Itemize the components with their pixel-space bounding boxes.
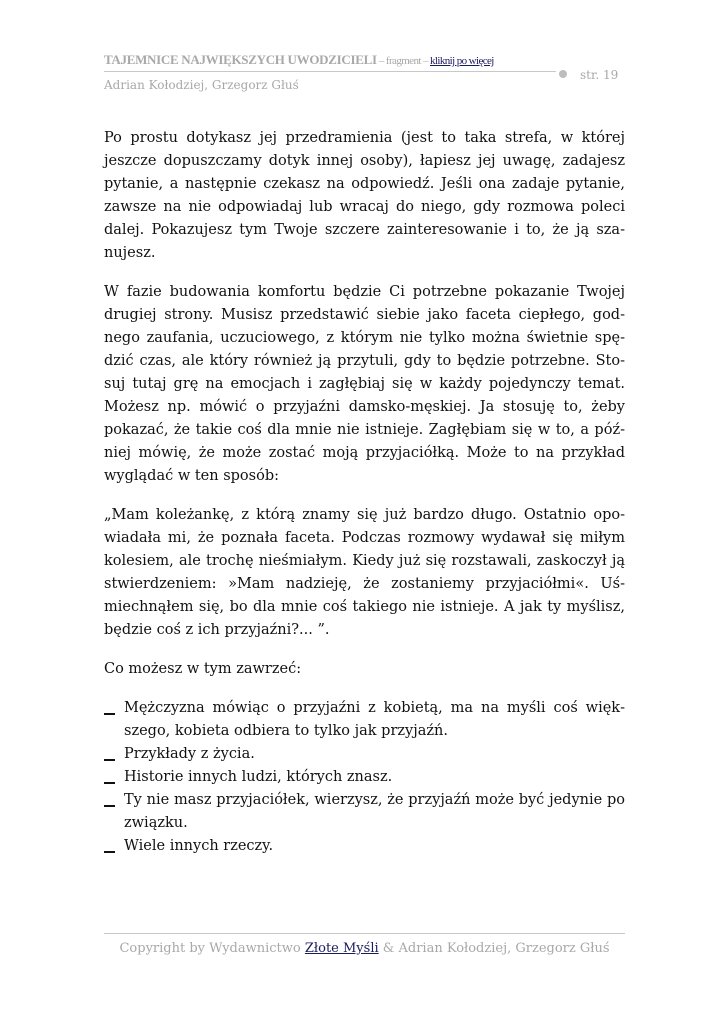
list-item-text: Ty nie masz przyjaciółek, wierzysz, że przyjaźń może być jedynie po związku. bbox=[124, 792, 625, 831]
list-item bbox=[104, 835, 625, 858]
paragraph: „Mam koleżankę, z którą znamy się już bardzo długo. Ostatnio opowiadała mi, że poznała faceta. Podczas rozmowy wydawał się miłym kolesiem, ale trochę nieśmiałym. Kiedy już się rozstawali, zaskoczył ją stwierdzeniem: »Mam nadzieję, że zostaniemy przyjaciółmi«. Uśmiechnąłem się, bo dla mnie coś takiego nie istnieje. A jak ty myślisz, będzie coś z ich przyjaźni?... ”. bbox=[104, 507, 625, 638]
copyright-prefix: Copyright by Wydawnictwo bbox=[119, 941, 305, 956]
book-title: TAJEMNICE NAJWIĘKSZYCH UWODZICIELI bbox=[104, 52, 377, 67]
header-separator-2: – bbox=[420, 55, 431, 67]
list-item-text: Historie innych ludzi, których znasz. bbox=[124, 769, 393, 785]
list-item bbox=[104, 766, 625, 789]
list-item bbox=[104, 697, 625, 743]
list-item-text: Przykłady z życia. bbox=[124, 746, 255, 762]
page-number: str. 19 bbox=[580, 68, 619, 82]
copyright-suffix: & Adrian Kołodziej, Grzegorz Głuś bbox=[378, 941, 610, 956]
footer-rule bbox=[104, 933, 625, 934]
header-separator: – bbox=[376, 55, 386, 67]
dash-bullet-icon bbox=[104, 713, 115, 715]
list-item-text: Wiele innych rzeczy. bbox=[124, 838, 274, 854]
paragraph: Po prostu dotykasz jej przedramienia (jest to taka strefa, w której jeszcze dopuszczamy dotyk innej osoby), łapiesz jej uwagę, zadajesz pytanie, a następnie czekasz na odpowiedź. Jeśli ona zadaje pytanie, zawsze na nie odpowiadaj lub wracaj do niego, gdy rozmowa poleci dalej. Pokazujesz tym Twoje szczere zainteresowanie i to, że ją szanujesz. bbox=[104, 130, 625, 261]
fragment-label: fragment bbox=[385, 55, 421, 67]
body-text bbox=[104, 127, 625, 858]
footer-copyright bbox=[104, 941, 625, 956]
dash-bullet-icon bbox=[104, 805, 115, 807]
header-rule bbox=[104, 71, 556, 72]
paragraph: Co możesz w tym zawrzeć: bbox=[104, 661, 302, 677]
paragraph: W fazie budowania komfortu będzie Ci potrzebne pokazanie Twojej drugiej strony. Musisz przedstawić siebie jako faceta ciepłego, godnego zaufania, uczuciowego, z którym nie tylko można świetnie spędzić czas, ale który również ją przytuli, gdy to będzie potrzebne. Stosuj tutaj grę na emocjach i zagłębiaj się w każdy pojedynczy temat. Możesz np. mówić o przyjaźni damsko-męskiej. Ja stosuję to, żeby pokazać, że takie coś dla mnie nie istnieje. Zagłębiam się w to, a później mówię, że może zostać moją przyjaciółką. Może to na przykład wyglądać w ten sposób: bbox=[104, 284, 625, 484]
bullet-list bbox=[104, 697, 625, 858]
dash-bullet-icon bbox=[104, 851, 115, 853]
publisher-link[interactable]: Złote Myśli bbox=[304, 941, 379, 956]
dash-bullet-icon bbox=[104, 782, 115, 784]
list-item bbox=[104, 789, 625, 835]
bullet-dot-icon bbox=[559, 70, 567, 78]
dash-bullet-icon bbox=[104, 759, 115, 761]
list-item-text: Mężczyzna mówiąc o przyjaźni z kobietą, ma na myśli coś większego, kobieta odbiera to tylko jak przyjaźń. bbox=[124, 700, 625, 739]
list-item bbox=[104, 743, 625, 766]
more-link[interactable]: kliknij po więcej bbox=[430, 55, 494, 67]
running-header bbox=[104, 52, 494, 68]
header-authors: Adrian Kołodziej, Grzegorz Głuś bbox=[104, 78, 299, 92]
